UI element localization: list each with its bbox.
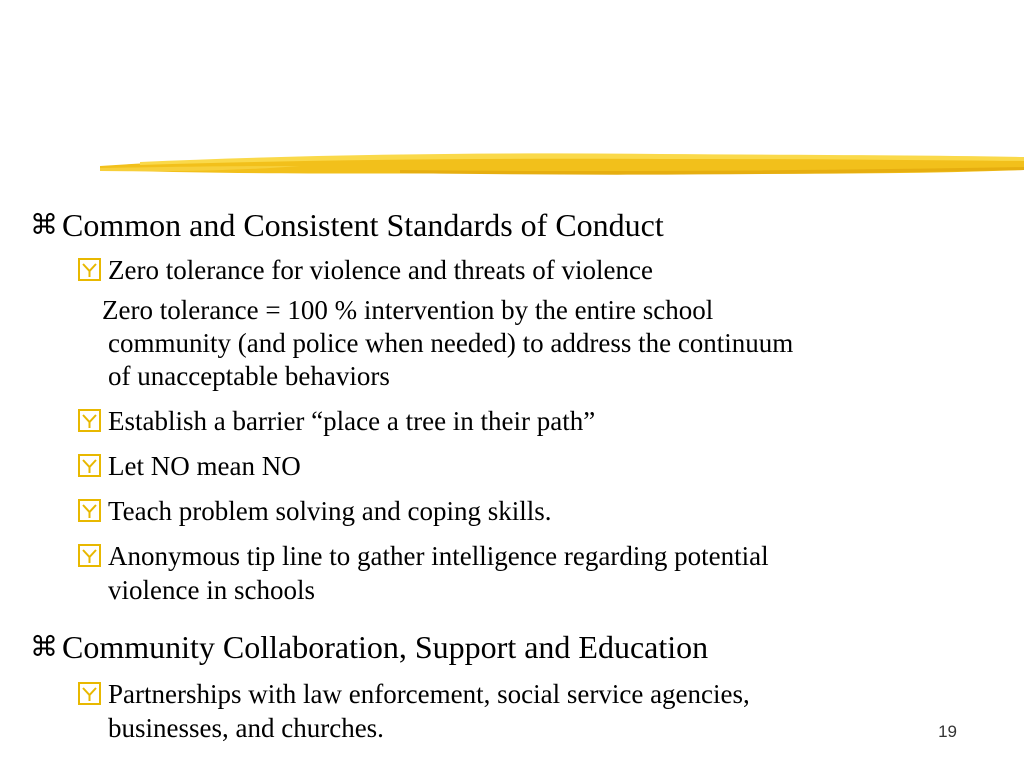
- bullet-text: Let NO mean NO: [108, 451, 301, 481]
- bullet-text: Teach problem solving and coping skills.: [108, 496, 552, 526]
- bullet-text: Zero tolerance for violence and threats of violence: [108, 255, 653, 285]
- definition-line-1: Zero tolerance = 100 % intervention by the entire school: [102, 295, 714, 325]
- definition-line-3: of unacceptable behaviors: [108, 361, 390, 391]
- zero-tolerance-definition: [102, 294, 988, 393]
- definition-line-2: community (and police when needed) to address the continuum: [108, 328, 794, 358]
- bullet-level2-partnerships: [78, 677, 998, 745]
- page-number: 19: [938, 722, 957, 741]
- bullet-level1-standards: [30, 206, 990, 244]
- bullet-level2-tip-line: [78, 539, 998, 607]
- bullet-level2-zero-tolerance: [78, 253, 998, 287]
- checkbox-y-icon: [78, 258, 101, 281]
- command-key-icon: ⌘: [30, 208, 58, 241]
- bullet-text-line-1: Anonymous tip line to gather intelligence regarding potential: [108, 541, 769, 571]
- bullet-level2-let-no-mean-no: [78, 449, 998, 483]
- bullet-text-line-2: businesses, and churches.: [108, 713, 384, 743]
- bullet-level2-barrier: [78, 404, 998, 438]
- checkbox-y-icon: [78, 682, 101, 705]
- command-key-icon: ⌘: [30, 630, 58, 663]
- bullet-text: Common and Consistent Standards of Conduct: [62, 207, 664, 243]
- bullet-level2-problem-solving: [78, 494, 998, 528]
- bullet-text-line-1: Partnerships with law enforcement, social service agencies,: [108, 679, 750, 709]
- bullet-level1-community: [30, 628, 990, 666]
- checkbox-y-icon: [78, 544, 101, 567]
- decorative-brush-stroke: [100, 140, 1024, 190]
- checkbox-y-icon: [78, 499, 101, 522]
- checkbox-y-icon: [78, 454, 101, 477]
- bullet-text: Establish a barrier “place a tree in their path”: [108, 406, 596, 436]
- checkbox-y-icon: [78, 409, 101, 432]
- bullet-text-line-2: violence in schools: [108, 575, 315, 605]
- bullet-text: Community Collaboration, Support and Education: [62, 629, 709, 665]
